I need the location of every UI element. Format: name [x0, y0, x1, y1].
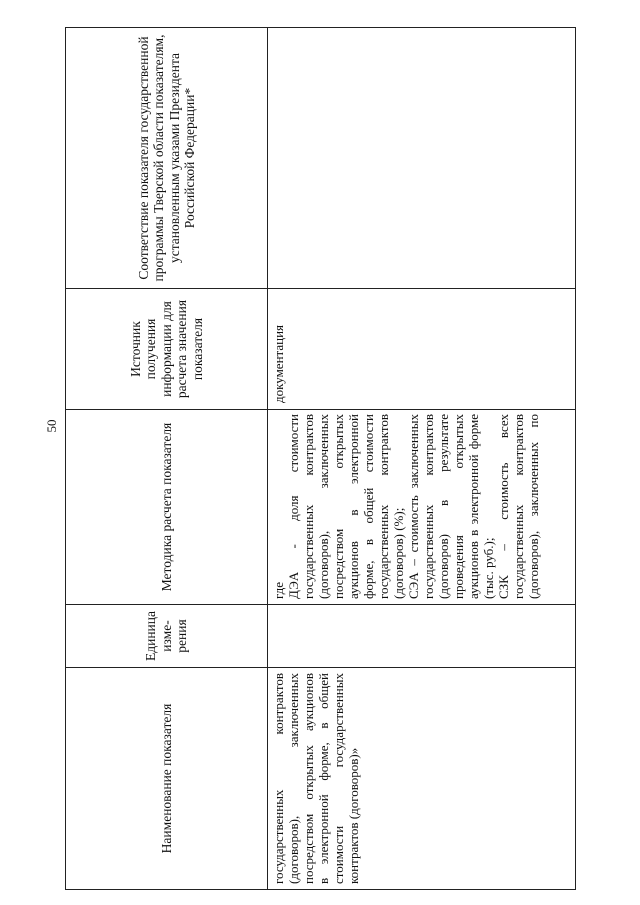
cell-indicator-name [268, 668, 576, 890]
text-line: стоимости государственных [331, 673, 346, 884]
header-correspondence: Соответствие показателя государственной программы Тверской области показателям, установленным указами Президента Российской Федерации* [66, 28, 268, 289]
text-line: (договоров), заключенных [286, 673, 301, 884]
text-line: где [271, 581, 286, 599]
text-line: СЭА – стоимость заключенных [406, 414, 421, 599]
cell-correspondence [268, 28, 576, 289]
text-line: аукционов в электронной [346, 414, 361, 599]
text-line: государственных контрактов [421, 414, 436, 599]
text-line: СЗК – стоимость всех [496, 414, 511, 599]
header-method: Методика расчета показателя [66, 410, 268, 605]
text-line: проведения открытых [451, 414, 466, 599]
text-line: государственных контрактов [376, 414, 391, 599]
text-line: (договоров) в результате [436, 414, 451, 599]
text-line: государственных контрактов [271, 673, 286, 884]
text-line: (тыс. руб.); [481, 537, 496, 599]
table-rotator [65, 28, 576, 890]
text-line: в электронной форме, в общей [316, 673, 331, 884]
cell-method [268, 410, 576, 605]
text-line: ДЭА - доля стоимости [286, 414, 301, 599]
text-line: контрактов (договоров)» [346, 747, 361, 884]
text-line: государственных контрактов [301, 414, 316, 599]
header-source: Источник получения информации для расчета значения показателя [66, 289, 268, 410]
text-line: (договоров) (%); [391, 507, 406, 599]
text-line: посредством открытых [331, 414, 346, 599]
cell-source: документация [268, 289, 576, 410]
header-indicator-name: Наименование показателя [66, 668, 268, 890]
text-line: (договоров), заключенных по [526, 414, 541, 599]
text-line: (договоров), заключенных [316, 414, 331, 599]
text-line: посредством открытых аукционов [301, 673, 316, 884]
indicator-table [65, 27, 576, 890]
page-number: 50 [44, 419, 59, 433]
rotated-table-sheet [65, 28, 576, 890]
text-line: форме, в общей стоимости [361, 414, 376, 599]
cell-unit [268, 605, 576, 668]
text-line: государственных контрактов [511, 414, 526, 599]
header-unit: Единица изме-рения [66, 605, 268, 668]
table-row [268, 28, 576, 890]
text-line: аукционов в электронной форме [466, 414, 481, 599]
table-header-row [66, 28, 268, 890]
